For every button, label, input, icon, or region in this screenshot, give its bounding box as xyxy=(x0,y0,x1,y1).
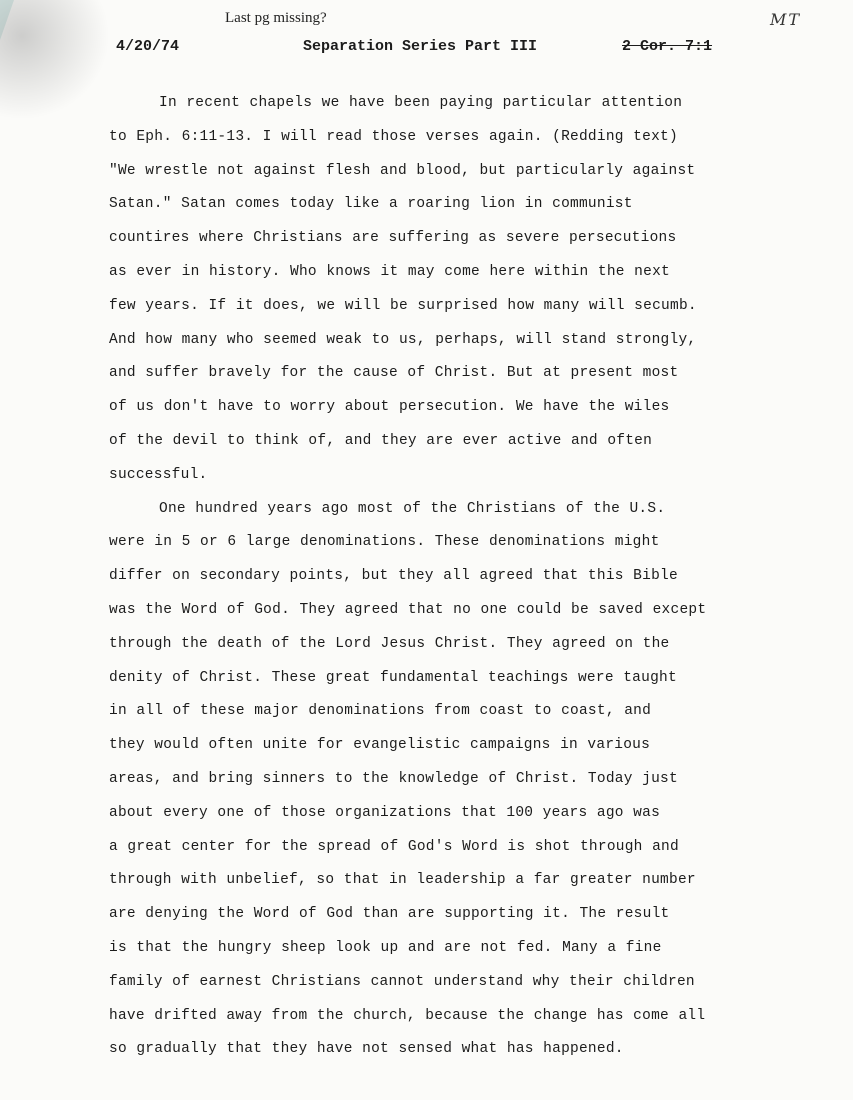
handwritten-note: Last pg missing? xyxy=(225,10,327,26)
handwritten-initials: MT xyxy=(770,10,802,29)
text-line: few years. If it does, we will be surprised how many will secumb. xyxy=(109,297,697,314)
text-line: so gradually that they have not sensed what has happened. xyxy=(109,1041,624,1058)
text-line: they would often unite for evangelistic campaigns in various xyxy=(109,737,651,754)
document-header xyxy=(100,38,840,60)
text-line: in all of these major denominations from coast to coast, and xyxy=(109,703,652,720)
header-reference: 2 Cor. 7:1 xyxy=(622,38,713,55)
text-line: denity of Christ. These great fundamental teachings were taught xyxy=(109,669,677,686)
text-line: through with unbelief, so that in leadership a far greater number xyxy=(109,872,696,889)
text-line: Satan." Satan comes today like a roaring lion in communist xyxy=(109,196,633,213)
header-date: 4/20/74 xyxy=(116,38,180,55)
text-line: "We wrestle not against flesh and blood, but particularly against xyxy=(109,162,696,179)
text-line: And how many who seemed weak to us, perhaps, will stand strongly, xyxy=(109,331,697,348)
text-line: a great center for the spread of God's Word is shot through and xyxy=(109,838,679,855)
text-line: was the Word of God. They agreed that no one could be saved except xyxy=(109,601,707,618)
paragraph-2 xyxy=(109,493,829,1068)
text-line: One hundred years ago most of the Christians of the U.S. xyxy=(159,500,666,517)
text-line: differ on secondary points, but they all agreed that this Bible xyxy=(109,568,678,585)
text-line: In recent chapels we have been paying particular attention xyxy=(159,95,683,111)
text-line: of the devil to think of, and they are ever active and often xyxy=(109,432,653,449)
text-line: as ever in history. Who knows it may come here within the next xyxy=(109,263,670,280)
text-line: were in 5 or 6 large denominations. These denominations might xyxy=(109,534,660,551)
text-line: through the death of the Lord Jesus Christ. They agreed on the xyxy=(109,635,670,652)
text-line: family of earnest Christians cannot understand why their children xyxy=(109,973,695,990)
text-line: of us don't have to worry about persecution. We have the wiles xyxy=(109,399,670,416)
paragraph-1 xyxy=(109,87,829,493)
text-line: are denying the Word of God than are supporting it. The result xyxy=(109,906,670,923)
document-body xyxy=(109,87,829,1067)
scan-smudge xyxy=(0,0,110,120)
text-line: areas, and bring sinners to the knowledge of Christ. Today just xyxy=(109,770,678,787)
text-line: have drifted away from the church, because the change has come all xyxy=(109,1007,706,1024)
text-line: successful. xyxy=(109,466,208,483)
text-line: countires where Christians are suffering as severe persecutions xyxy=(109,230,677,247)
header-title: Separation Series Part III xyxy=(303,38,538,55)
text-line: and suffer bravely for the cause of Christ. But at present most xyxy=(109,365,679,382)
text-line: is that the hungry sheep look up and are not fed. Many a fine xyxy=(109,939,662,956)
text-line: to Eph. 6:11-13. I will read those verses again. (Redding text) xyxy=(109,128,678,145)
text-line: about every one of those organizations that 100 years ago was xyxy=(109,804,661,821)
